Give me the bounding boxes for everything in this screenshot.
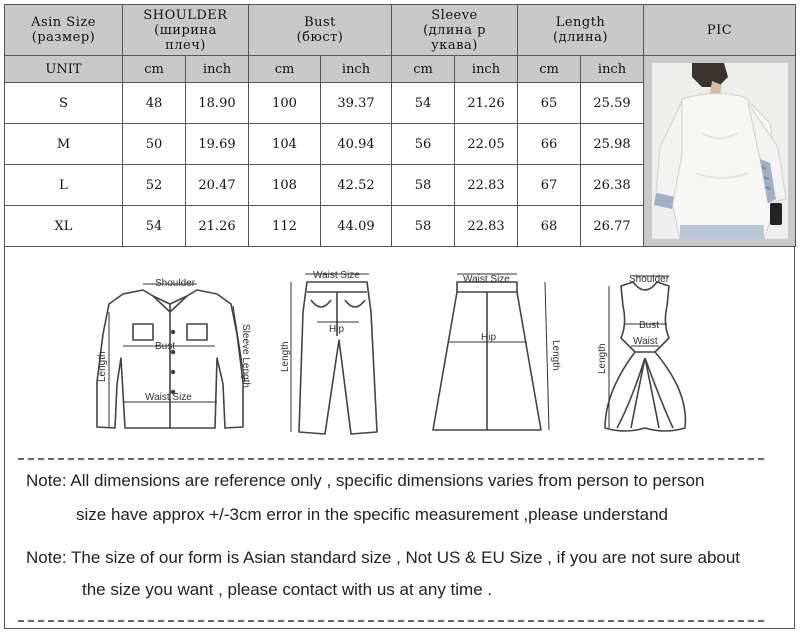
- size-cell: L: [5, 165, 123, 206]
- shirt-diagram: [97, 290, 243, 428]
- size-cell: S: [5, 83, 123, 124]
- value-cell: 22.83: [455, 165, 518, 206]
- unit-label: UNIT: [5, 56, 123, 83]
- value-cell: 104: [249, 124, 321, 165]
- skirt-hip-label: Hip: [481, 332, 497, 343]
- unit-cell: cm: [392, 56, 455, 83]
- skirt-diagram: [433, 282, 541, 430]
- shirt-length-label: Length: [97, 351, 108, 382]
- dress-waist-label: Waist: [633, 336, 658, 347]
- header-length: Length (длина): [518, 5, 644, 56]
- pants-hip-label: Hip: [329, 324, 345, 335]
- value-cell: 67: [518, 165, 581, 206]
- value-cell: 48: [123, 83, 186, 124]
- value-cell: 26.38: [581, 165, 644, 206]
- shirt-shoulder-label: Shoulder: [155, 278, 196, 289]
- unit-cell: inch: [321, 56, 392, 83]
- value-cell: 58: [392, 165, 455, 206]
- value-cell: 56: [392, 124, 455, 165]
- value-cell: 18.90: [186, 83, 249, 124]
- unit-cell: inch: [581, 56, 644, 83]
- value-cell: 108: [249, 165, 321, 206]
- header-sleeve: Sleeve (длина р укава): [392, 5, 518, 56]
- header-pic: PIC: [644, 5, 796, 56]
- header-bust: Bust (бюст): [249, 5, 392, 56]
- header-asin-size: Asin Size (размер): [5, 5, 123, 56]
- dress-length-label: Length: [597, 343, 608, 374]
- skirt-length-label: Length: [550, 340, 561, 371]
- value-cell: 68: [518, 206, 581, 247]
- value-cell: 66: [518, 124, 581, 165]
- units-row: [5, 56, 796, 83]
- dress-shoulder-label: Shoulder: [629, 274, 670, 285]
- pants-length-label: Length: [280, 341, 291, 372]
- note-line-2: size have approx +/-3cm error in the specific measurement ,please understand: [76, 505, 668, 524]
- value-cell: 42.52: [321, 165, 392, 206]
- note-line-3: Note: The size of our form is Asian standard size , Not US & EU Size , if you are not sure about: [26, 548, 741, 567]
- value-cell: 19.69: [186, 124, 249, 165]
- header-shoulder: SHOULDER (ширина плеч): [123, 5, 249, 56]
- value-cell: 112: [249, 206, 321, 247]
- unit-cell: cm: [518, 56, 581, 83]
- value-cell: 21.26: [455, 83, 518, 124]
- dress-diagram: [605, 282, 685, 431]
- value-cell: 44.09: [321, 206, 392, 247]
- value-cell: 100: [249, 83, 321, 124]
- size-cell: XL: [5, 206, 123, 247]
- product-photo: [652, 63, 788, 239]
- value-cell: 22.05: [455, 124, 518, 165]
- size-table: [4, 4, 796, 247]
- product-photo-cell: [644, 56, 796, 247]
- value-cell: 39.37: [321, 83, 392, 124]
- unit-cell: inch: [455, 56, 518, 83]
- value-cell: 50: [123, 124, 186, 165]
- measurement-diagrams: [5, 252, 795, 457]
- note-line-1: Note: All dimensions are reference only , specific dimensions varies from person to person: [26, 471, 705, 490]
- value-cell: 40.94: [321, 124, 392, 165]
- value-cell: 25.59: [581, 83, 644, 124]
- value-cell: 26.77: [581, 206, 644, 247]
- pants-diagram: [299, 282, 377, 434]
- value-cell: 25.98: [581, 124, 644, 165]
- header-row: [5, 5, 796, 56]
- divider: [18, 620, 764, 622]
- unit-cell: inch: [186, 56, 249, 83]
- value-cell: 65: [518, 83, 581, 124]
- value-cell: 52: [123, 165, 186, 206]
- dress-bust-label: Bust: [639, 320, 660, 331]
- value-cell: 21.26: [186, 206, 249, 247]
- value-cell: 54: [392, 83, 455, 124]
- value-cell: 58: [392, 206, 455, 247]
- unit-cell: cm: [123, 56, 186, 83]
- shirt-waist-label: Waist Size: [145, 392, 192, 403]
- note-line-4: the size you want , please contact with us at any time .: [82, 580, 493, 599]
- value-cell: 22.83: [455, 206, 518, 247]
- value-cell: 54: [123, 206, 186, 247]
- pants-waist-label: Waist Size: [313, 270, 360, 281]
- unit-cell: cm: [249, 56, 321, 83]
- divider: [18, 458, 764, 460]
- value-cell: 20.47: [186, 165, 249, 206]
- size-cell: M: [5, 124, 123, 165]
- shirt-bust-label: Bust: [155, 341, 176, 352]
- skirt-waist-label: Waist Size: [463, 274, 510, 285]
- shirt-sleeve-label: Sleeve Length: [240, 324, 251, 388]
